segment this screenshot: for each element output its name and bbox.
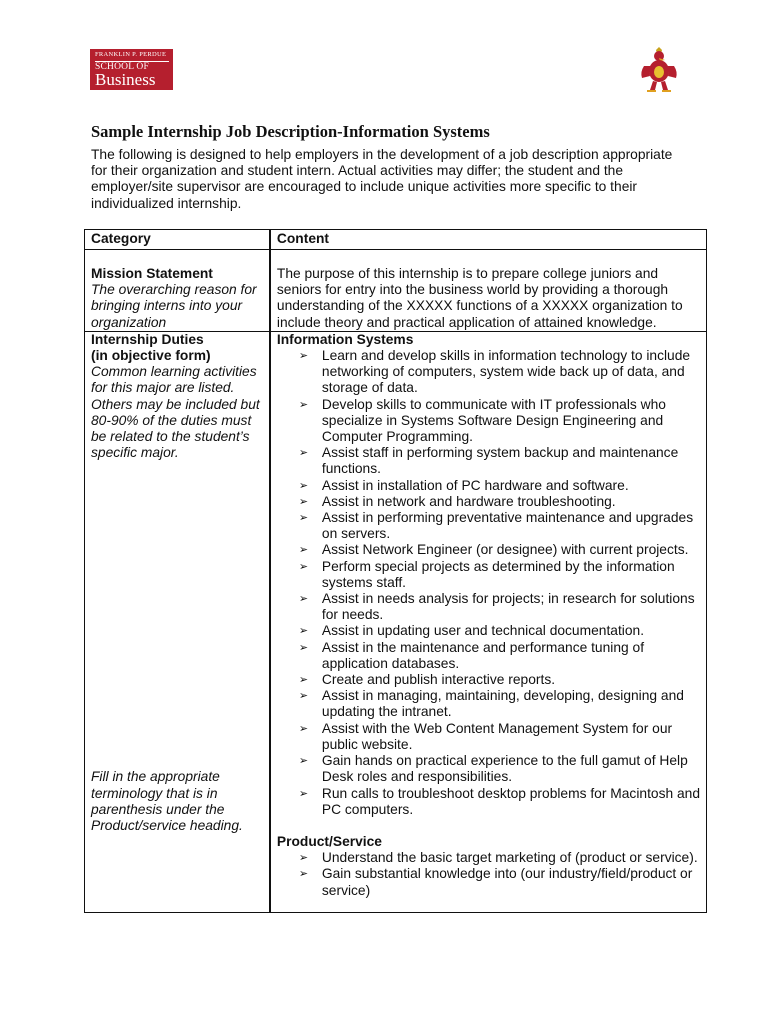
mission-content-line: understanding of the XXXXX functions of a XXXXX organization to [276,298,683,314]
header-category: Category [85,230,270,250]
logo-line-2: SCHOOL OF [95,61,149,72]
list-item: ➢ Learn and develop skills in information technology to include networking of computers, system wide back up of data, and storage of data. [299,348,700,397]
list-item: ➢ Assist in managing, maintaining, developing, designing and updating the intranet. [299,688,700,720]
table-header-row [85,230,707,250]
mission-category-cell [85,250,270,332]
duties-desc-line: Common learning activities [91,364,257,380]
list-item: ➢ Perform special projects as determined by the information systems staff. [299,559,700,591]
duties-note-line: terminology that is in [91,785,218,801]
mission-row [85,250,707,332]
product-service-heading: Product/Service [276,833,382,849]
mission-content-line: include theory and practical application of attained knowledge. [276,314,657,330]
duties-desc-line: 80-90% of the duties must [91,412,252,428]
list-item: ➢ Create and publish interactive reports. [299,672,700,688]
duties-note-line: Fill in the appropriate [91,769,220,785]
job-description-table [84,229,707,913]
product-service-list [277,850,700,899]
information-systems-list [277,348,700,818]
mission-content-line: seniors for entry into the business world by providing a thorough [276,282,669,298]
mission-content-cell [270,250,707,332]
list-item: ➢ Assist staff in performing system backup and maintenance functions. [299,445,700,477]
list-item: ➢ Develop skills to communicate with IT professionals who specialize in Systems Software Design Engineering and Computer Programming. [299,397,700,446]
mission-desc-line: bringing interns into your [91,298,243,314]
duties-desc-line: for this major are listed. [91,380,235,396]
mission-label: Mission Statement [91,266,213,281]
intro-paragraph [91,147,711,212]
intro-line: The following is designed to help employers in the development of a job description appropriate [91,147,673,162]
logo-line-3: Business [95,70,156,89]
list-item: ➢ Assist in the maintenance and performance tuning of application databases. [299,640,700,672]
header-content: Content [270,230,707,250]
intro-line: for their organization and student intern. Actual activities may differ; the student and the [91,163,624,179]
duties-desc-line: be related to the student’s [91,429,250,445]
mission-content-line: The purpose of this internship is to prepare college juniors and [276,266,659,281]
list-item: ➢ Assist in needs analysis for projects; in research for solutions for needs. [299,591,700,623]
duties-label-line: (in objective form) [91,348,211,364]
gull-mascot-icon [636,46,682,94]
intro-line: individualized internship. [91,195,242,211]
intro-line: employer/site supervisor are encouraged to include unique activities more specific to their [91,179,638,195]
document-title: Sample Internship Job Description-Information Systems [91,122,490,141]
duties-content-cell [270,331,707,912]
duties-note-line: parenthesis under the [91,801,225,817]
mission-desc-line: organization [91,314,167,330]
list-item: ➢ Gain hands on practical experience to the full gamut of Help Desk roles and responsibilities. [299,753,700,785]
list-item: ➢ Gain substantial knowledge into (our industry/field/product or service) [299,866,700,898]
duties-category-cell [85,331,270,912]
list-item: ➢ Assist with the Web Content Management System for our public website. [299,721,700,753]
school-of-business-logo [90,49,173,90]
mission-desc-line: The overarching reason for [91,282,257,298]
information-systems-heading: Information Systems [276,331,414,347]
duties-label-line: Internship Duties [91,331,204,347]
list-item: ➢ Assist in network and hardware troubleshooting. [299,494,700,510]
list-item: ➢ Assist in performing preventative maintenance and upgrades on servers. [299,510,700,542]
list-item: ➢ Understand the basic target marketing of (product or service). [299,850,700,866]
list-item: ➢ Assist in updating user and technical documentation. [299,623,700,639]
duties-desc-line: specific major. [91,445,179,461]
duties-desc-line: Others may be included but [91,396,260,412]
duties-row [85,331,707,912]
logo-line-1: FRANKLIN P. PERDUE [95,52,169,62]
duties-note-line: Product/service heading. [91,818,243,834]
list-item: ➢ Assist in installation of PC hardware and software. [299,478,700,494]
list-item: ➢ Run calls to troubleshoot desktop problems for Macintosh and PC computers. [299,786,700,818]
list-item: ➢ Assist Network Engineer (or designee) with current projects. [299,542,700,558]
